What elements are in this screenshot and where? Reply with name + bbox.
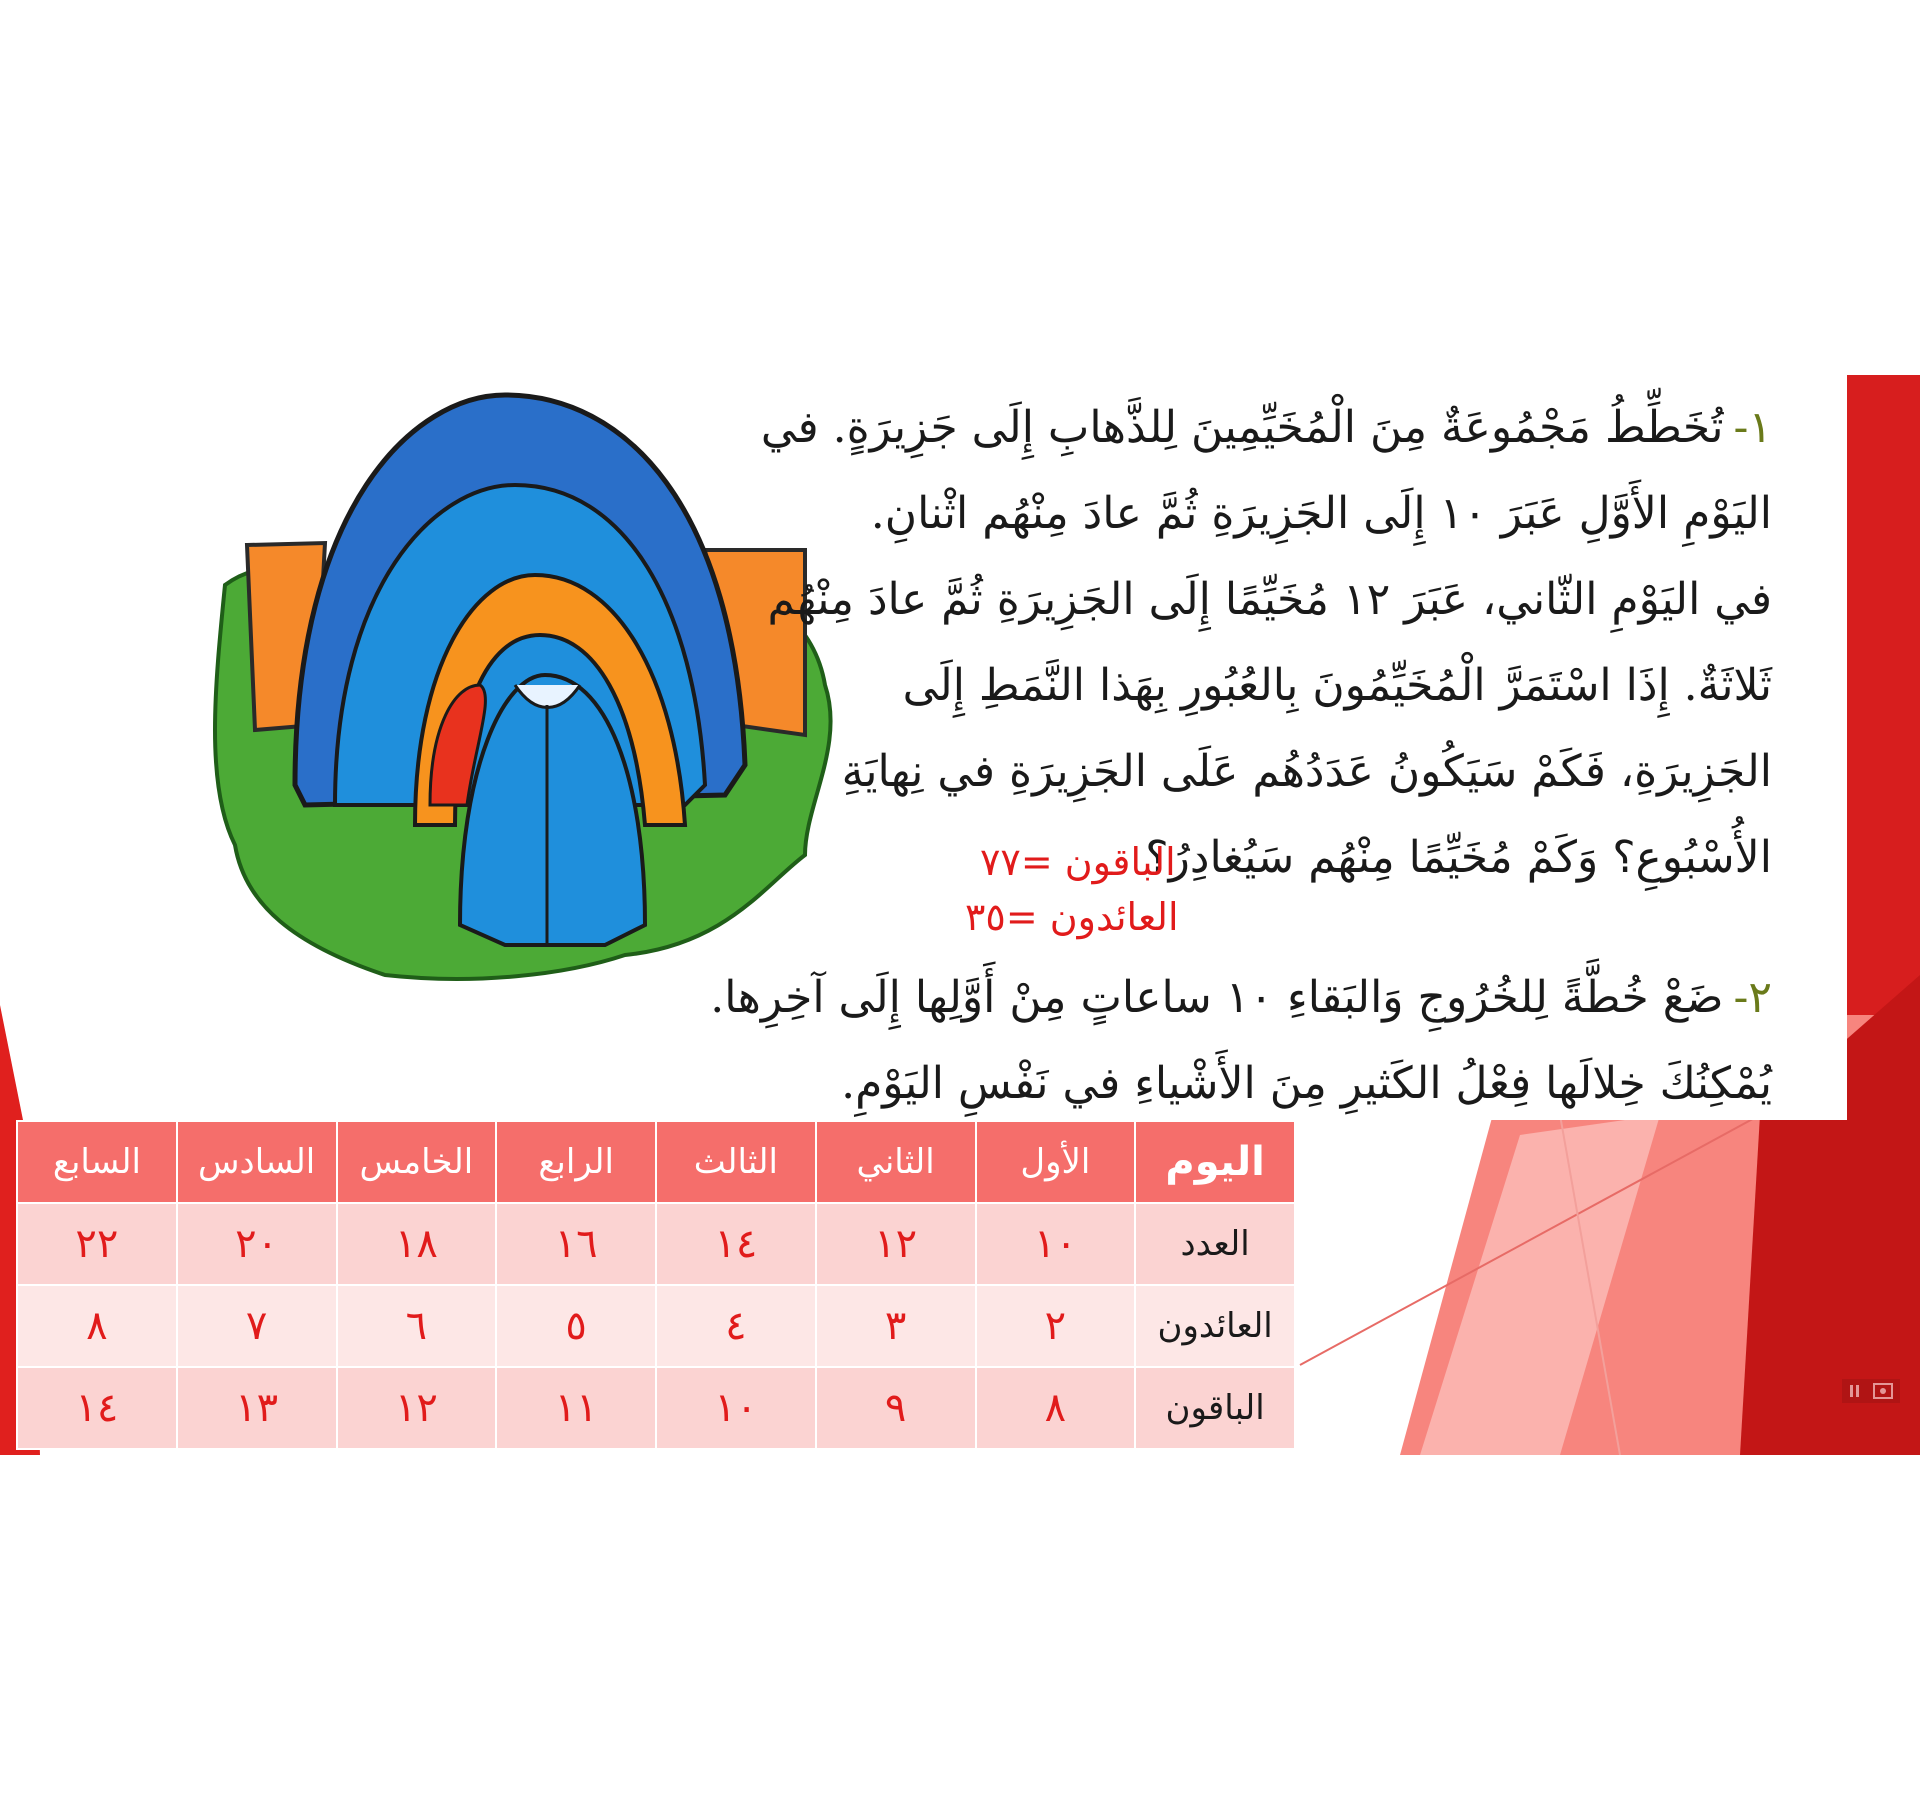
table-cell: ١٢ [816,1203,976,1285]
table-cell: ٨ [976,1367,1136,1449]
pause-icon[interactable] [1850,1385,1859,1397]
table-row [17,1367,1295,1449]
problem-2-number: ٢- [1733,972,1772,1023]
problem-2-line-1-text: ضَعْ خُطَّةً لِلخُرُوجِ وَالبَقاءِ ١٠ ساعاتٍ مِنْ أَوَّلِها إِلَى آخِرِها. [710,972,1724,1023]
header-day-2: الثاني [816,1121,976,1203]
problem-1-line-1-text: تُخَطِّطُ مَجْمُوعَةٌ مِنَ الْمُخَيِّمِينَ لِلذَّهابِ إِلَى جَزِيرَةٍ. في [760,402,1724,453]
slideshow-controls[interactable] [1842,1379,1900,1403]
problem-1-text [760,385,1772,901]
table-cell: ١٠ [656,1367,816,1449]
problem-2-line-2: يُمْكِنُكَ خِلالَها فِعْلُ الكَثيرِ مِنَ الأَشْياءِ في نَفْسِ اليَوْمِ. [841,1058,1772,1109]
table-cell: ١٤ [656,1203,816,1285]
table-cell: ٢٢ [17,1203,177,1285]
problem-1-number: ١- [1733,402,1772,453]
table-cell: ٧ [177,1285,337,1367]
header-day-6: السادس [177,1121,337,1203]
problem-1-line-6: الأُسْبُوعِ؟ وَكَمْ مُخَيِّمًا مِنْهُم سَيُغادِرُ؟ [1145,832,1772,883]
table-cell: ١٤ [17,1367,177,1449]
header-day-4: الرابع [496,1121,656,1203]
row-label-count: العدد [1135,1203,1295,1285]
table-cell: ٨ [17,1285,177,1367]
header-day-1: الأول [976,1121,1136,1203]
table-cell: ١٨ [337,1203,497,1285]
problem-1-line-4: ثَلاثَةٌ. إِذَا اسْتَمَرَّ الْمُخَيِّمُونَ بِالعُبُورِ بِهَذا النَّمَطِ إِلَى [902,660,1772,711]
table-cell: ٩ [816,1367,976,1449]
table-row [17,1203,1295,1285]
table-cell: ٢٠ [177,1203,337,1285]
answer-returned: العائدون =٣٥ [965,895,1179,939]
camper-table [16,1120,1296,1450]
table-cell: ١٠ [976,1203,1136,1285]
header-day-3: الثالث [656,1121,816,1203]
answer-remaining: الباقون =٧٧ [980,840,1176,884]
table-cell: ٤ [656,1285,816,1367]
problem-2-line-1 [672,955,1772,1041]
problem-1-line-1 [760,385,1772,471]
table-cell: ١١ [496,1367,656,1449]
table-cell: ٣ [816,1285,976,1367]
content-panel [35,375,1847,1120]
tent-illustration [205,385,845,1005]
problem-1-line-3: في اليَوْمِ الثّاني، عَبَرَ ١٢ مُخَيِّمًا إِلَى الجَزِيرَةِ ثُمَّ عادَ مِنْهُم [767,574,1772,625]
table-cell: ٦ [337,1285,497,1367]
table-header-row [17,1121,1295,1203]
problem-1-line-5: الجَزِيرَةِ، فَكَمْ سَيَكُونُ عَدَدُهُم عَلَى الجَزِيرَةِ في نِهايَةِ [841,746,1772,797]
header-day-5: الخامس [337,1121,497,1203]
table-cell: ١٣ [177,1367,337,1449]
table-cell: ٢ [976,1285,1136,1367]
header-day: اليوم [1135,1121,1295,1203]
header-day-7: السابع [17,1121,177,1203]
table-row [17,1285,1295,1367]
table-cell: ٥ [496,1285,656,1367]
table-cell: ١٦ [496,1203,656,1285]
problem-2-text [672,955,1772,1127]
row-label-returned: العائدون [1135,1285,1295,1367]
slide [0,375,1920,1455]
presenter-view-icon[interactable] [1874,1384,1892,1398]
problem-1-line-2: اليَوْمِ الأَوَّلِ عَبَرَ ١٠ إِلَى الجَزِيرَةِ ثُمَّ عادَ مِنْهُم اثْنانِ. [870,488,1772,539]
table-cell: ١٢ [337,1367,497,1449]
row-label-remaining: الباقون [1135,1367,1295,1449]
